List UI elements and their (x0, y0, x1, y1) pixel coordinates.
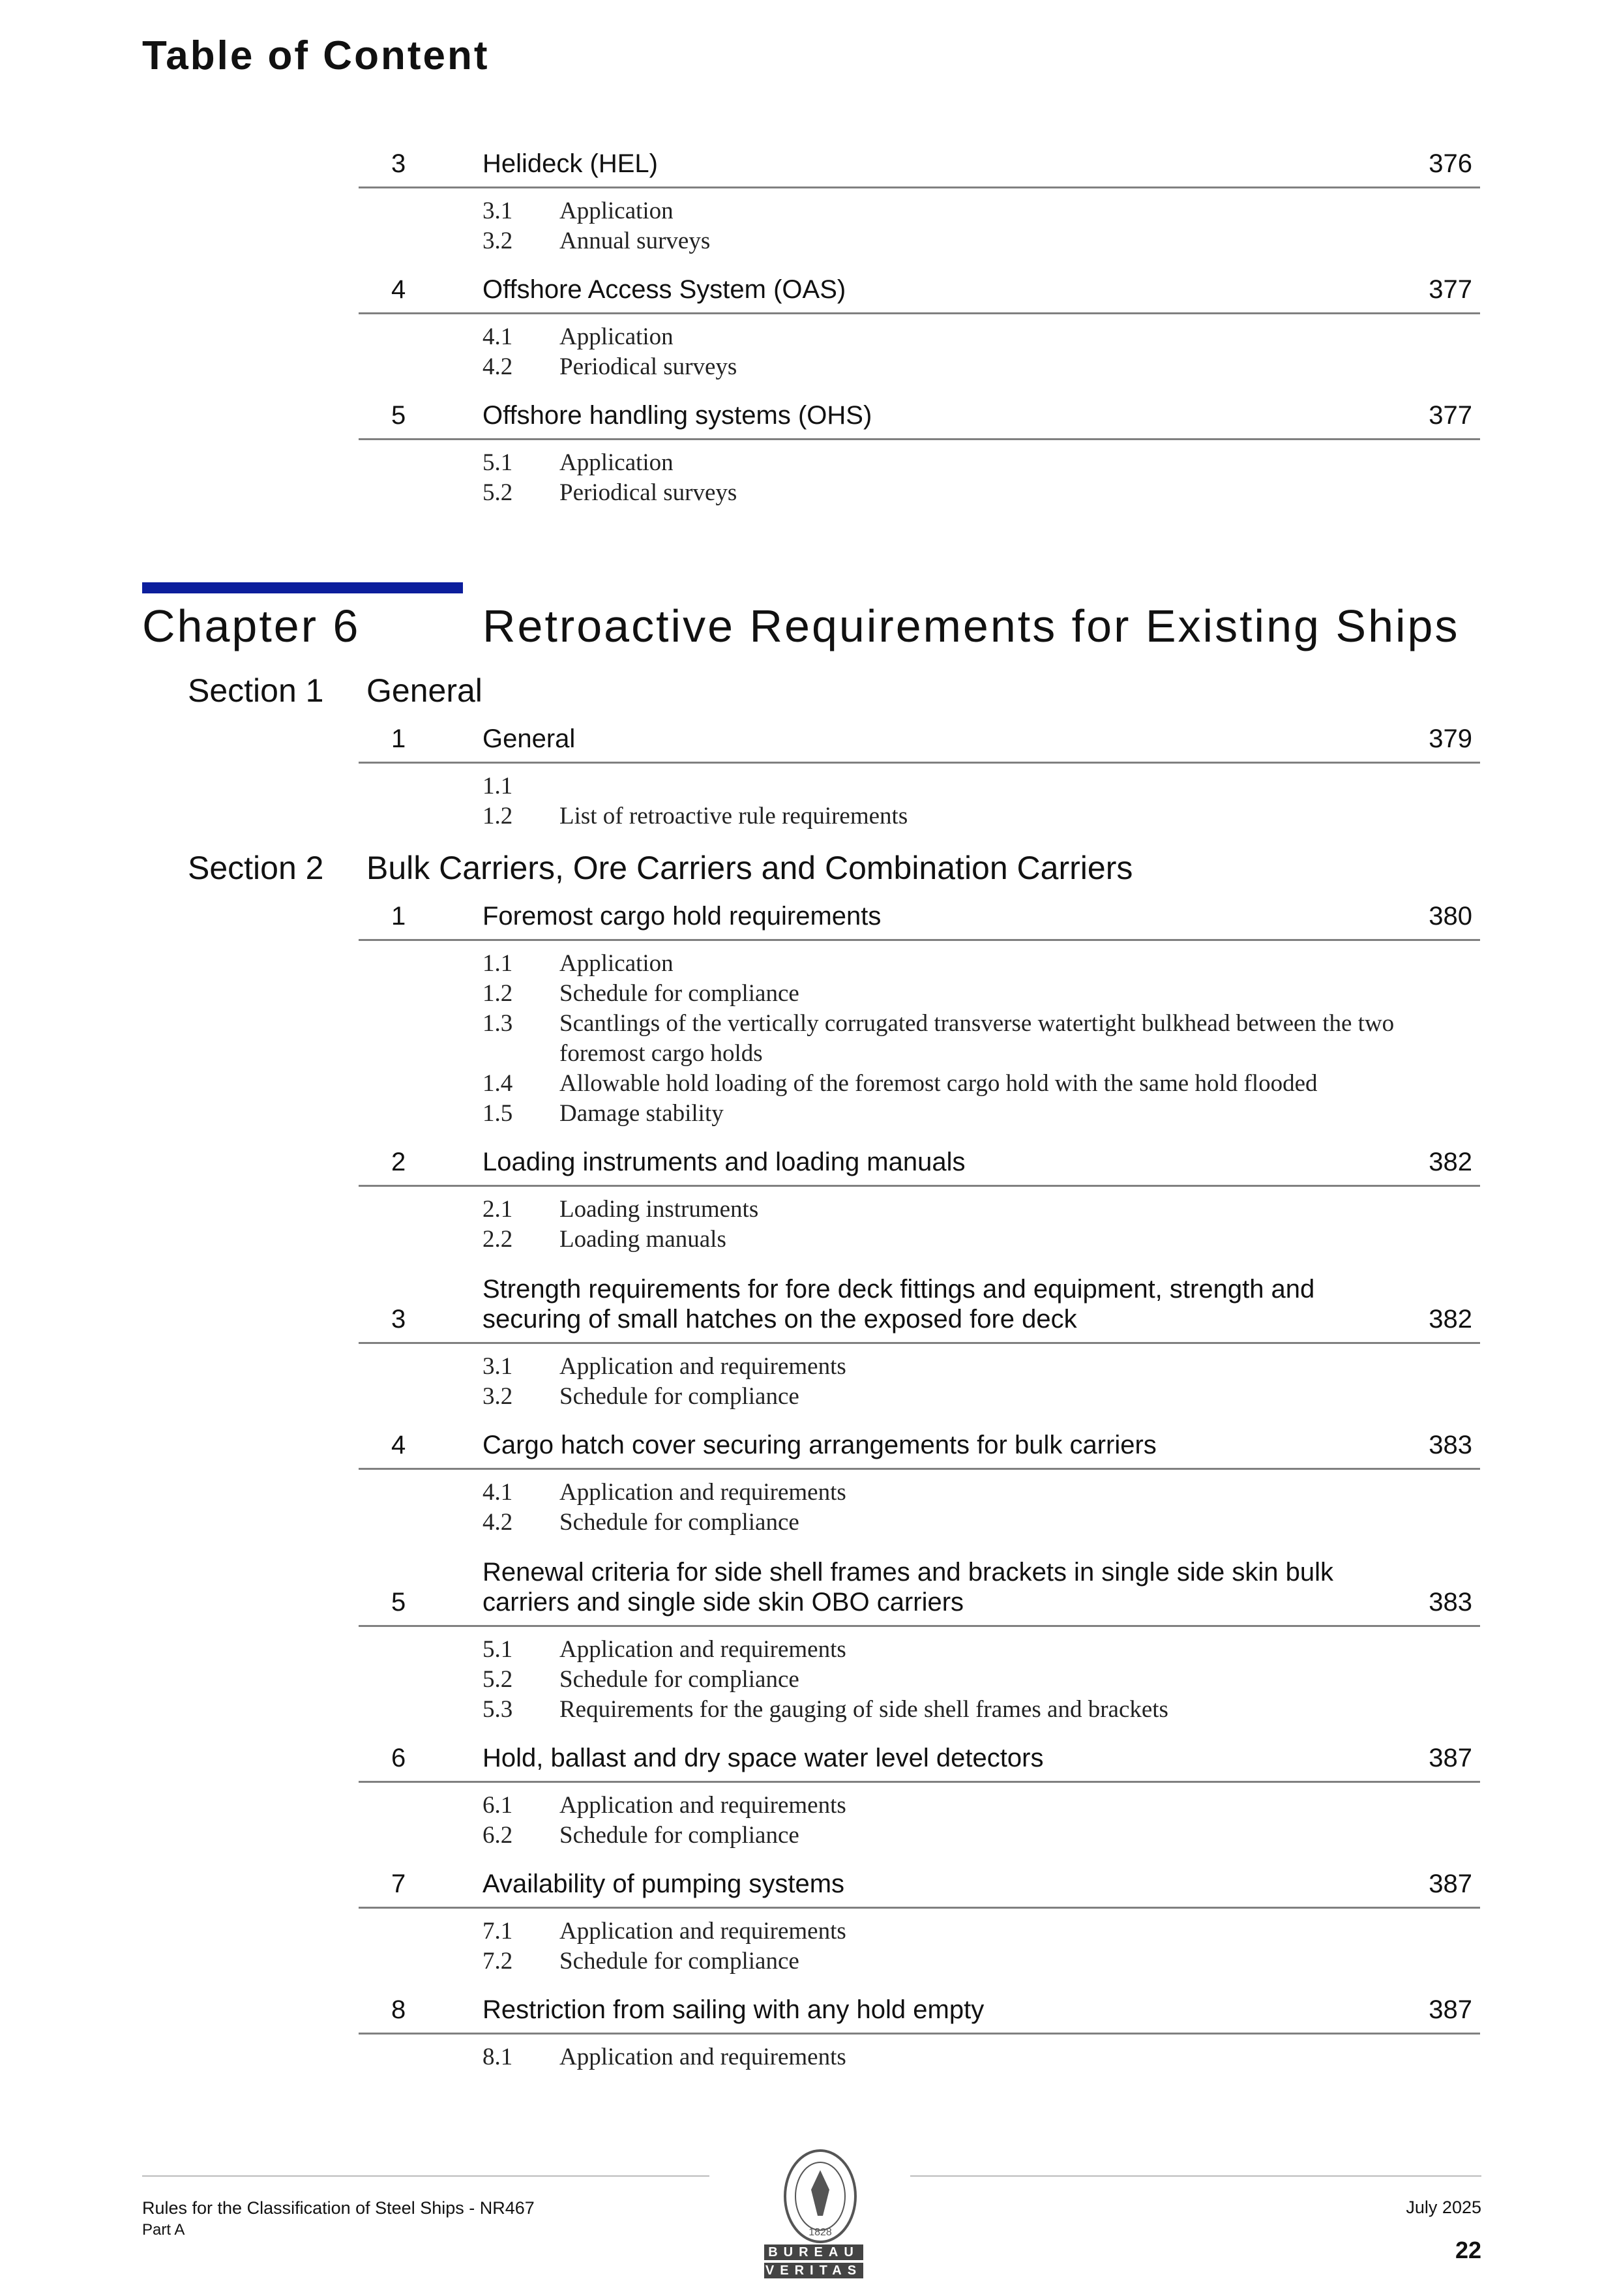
toc-entry-number: 4 (391, 275, 406, 304)
toc-subentry-number: 5.1 (482, 449, 513, 476)
chapter-label: Chapter 6 (142, 601, 361, 651)
toc-subentry[interactable] (359, 478, 1480, 508)
toc-entry-number: 4 (391, 1431, 406, 1459)
toc-subentry-number: 4.2 (482, 1509, 513, 1536)
toc-entry[interactable] (359, 1141, 1480, 1187)
toc-entry[interactable] (359, 1737, 1480, 1783)
toc-subentry-list (359, 1909, 1480, 1976)
toc-subentry-number: 5.3 (482, 1696, 513, 1723)
toc-entry[interactable] (359, 1988, 1480, 2035)
toc-entry-page[interactable]: 377 (1429, 401, 1472, 430)
toc-entry-title[interactable]: Strength requirements for fore deck fittings and equipment, strength and securing of small hatches on the exposed fore deck (482, 1275, 1315, 1334)
toc-subentry-number: 5.1 (482, 1636, 513, 1663)
footer-rule-left (142, 2175, 709, 2177)
toc-subentry[interactable] (359, 196, 1480, 226)
footer-part: Part A (142, 2221, 185, 2239)
toc-entry[interactable] (359, 1549, 1480, 1627)
section-1-title: General (366, 672, 482, 709)
toc-subentry-list (359, 314, 1480, 382)
toc-subentry[interactable] (359, 1009, 1480, 1069)
toc-subentry[interactable] (359, 949, 1480, 979)
toc-entry-number: 3 (391, 1305, 406, 1334)
toc-subentry-list (359, 1783, 1480, 1851)
toc-entry[interactable] (359, 1266, 1480, 1344)
footer-date: July 2025 (1406, 2198, 1481, 2217)
toc-subentry[interactable] (359, 1508, 1480, 1538)
toc-subentry-title[interactable]: Scantlings of the vertically corrugated transverse watertight bulkhead between the two foremost cargo holds (559, 1010, 1395, 1067)
toc-subentry[interactable] (359, 771, 1480, 801)
toc-entry-title[interactable]: Hold, ballast and dry space water level detectors (482, 1744, 1044, 1772)
toc-subentry-number: 1.4 (482, 1070, 513, 1097)
toc-entry-page[interactable]: 382 (1429, 1148, 1472, 1176)
section-2-label: Section 2 (188, 850, 324, 886)
toc-entry[interactable] (359, 1424, 1480, 1470)
toc-entry-title[interactable]: Offshore handling systems (OHS) (482, 401, 872, 430)
toc-subentry-number: 1.2 (482, 803, 513, 829)
toc-subentry-list (359, 764, 1480, 831)
toc-subentry-title[interactable]: Loading instruments (559, 1196, 759, 1223)
toc-subentry[interactable] (359, 1946, 1480, 1976)
toc-entry[interactable] (359, 717, 1480, 764)
toc-subentry-number: 6.1 (482, 1792, 513, 1819)
toc-subentry-title[interactable]: Schedule for compliance (559, 1666, 799, 1693)
toc-subentry-list (359, 1344, 1480, 1412)
toc-entry[interactable] (359, 142, 1480, 188)
logo-wordmark-line-1: BUREAU (764, 2244, 863, 2260)
toc-subentry-title[interactable]: Damage stability (559, 1100, 724, 1127)
section-2-title: Bulk Carriers, Ore Carriers and Combination Carriers (366, 850, 1133, 886)
toc-entry-title[interactable]: Availability of pumping systems (482, 1870, 845, 1898)
chapter-accent-bar (142, 582, 463, 593)
toc-subentry-title[interactable]: Schedule for compliance (559, 1383, 799, 1410)
toc-subentry-number: 7.2 (482, 1948, 513, 1975)
toc-subentry-number: 1.2 (482, 980, 513, 1007)
toc-entry-page[interactable]: 383 (1429, 1588, 1472, 1617)
toc-subentry[interactable] (359, 1225, 1480, 1255)
toc-entry-number: 5 (391, 401, 406, 430)
toc-subentry-title[interactable]: Periodical surveys (559, 353, 737, 380)
toc-entry-page[interactable]: 376 (1429, 149, 1472, 178)
toc-entry-page[interactable]: 377 (1429, 275, 1472, 304)
toc-subentry-list (359, 440, 1480, 508)
toc-subentry-title[interactable]: Application and requirements (559, 1479, 846, 1506)
logo-year: 1828 (808, 2227, 832, 2238)
toc-subentry-title[interactable]: Application and requirements (559, 1792, 846, 1819)
footer-doc-title: Rules for the Classification of Steel Ships - NR467 (142, 2198, 535, 2218)
toc-subentry[interactable] (359, 1665, 1480, 1695)
toc-subentry-number: 1.5 (482, 1100, 513, 1127)
toc-subentry-title[interactable]: List of retroactive rule requirements (559, 803, 908, 829)
toc-entry-title[interactable]: Restriction from sailing with any hold empty (482, 1995, 985, 2024)
toc-subentry[interactable] (359, 1791, 1480, 1821)
toc-subentry-number: 1.1 (482, 773, 513, 799)
toc-subentry-number: 3.1 (482, 198, 513, 224)
toc-subentry[interactable] (359, 1069, 1480, 1099)
toc-subentry-number: 3.2 (482, 228, 513, 254)
toc-subentry-list (359, 1627, 1480, 1725)
toc-subentry-number: 6.2 (482, 1822, 513, 1849)
toc-entry-title[interactable]: Helideck (HEL) (482, 149, 658, 178)
toc-subentry[interactable] (359, 1916, 1480, 1946)
toc-subentry-number: 2.1 (482, 1196, 513, 1223)
toc-entry[interactable] (359, 268, 1480, 314)
toc-subentry-title[interactable]: Annual surveys (559, 228, 711, 254)
toc-subentry-title[interactable]: Schedule for compliance (559, 1509, 799, 1536)
toc-subentry[interactable] (359, 448, 1480, 478)
toc-entry-page[interactable]: 383 (1429, 1431, 1472, 1459)
toc-subentry-number: 8.1 (482, 2044, 513, 2070)
toc-entry-page[interactable]: 387 (1429, 1870, 1472, 1898)
toc-entry-number: 3 (391, 149, 406, 178)
toc-entry-page[interactable]: 387 (1429, 1744, 1472, 1772)
toc-subentry-list (359, 941, 1480, 1129)
toc-subentry[interactable] (359, 322, 1480, 352)
page-number: 22 (1455, 2237, 1481, 2263)
toc-subentry[interactable] (359, 2042, 1480, 2072)
toc-subentry-list (359, 1187, 1480, 1255)
toc-subentry-title[interactable]: Application and requirements (559, 1353, 846, 1380)
toc-subentry-list (359, 2035, 1480, 2072)
toc-entry-number: 6 (391, 1744, 406, 1772)
toc-subentry-number: 1.1 (482, 950, 513, 977)
toc-subentry-number: 5.2 (482, 1666, 513, 1693)
toc-entry-title[interactable]: Offshore Access System (OAS) (482, 275, 846, 304)
toc-entry-number: 8 (391, 1995, 406, 2024)
toc-subentry-number: 7.1 (482, 1918, 513, 1945)
toc-section-1-entries (359, 717, 1480, 843)
toc-subentry-title[interactable]: Schedule for compliance (559, 1948, 799, 1975)
toc-subentry-number: 4.1 (482, 1479, 513, 1506)
toc-entry[interactable] (359, 1862, 1480, 1909)
bureau-veritas-logo-icon (777, 2144, 863, 2248)
toc-subentry-title[interactable]: Application (559, 198, 674, 224)
toc-entry-number: 2 (391, 1148, 406, 1176)
toc-subentry[interactable] (359, 1352, 1480, 1382)
logo-wordmark-line-2: VERITAS (765, 2263, 863, 2278)
toc-entry[interactable] (359, 394, 1480, 440)
toc-subentry-title[interactable]: Requirements for the gauging of side shell frames and brackets (559, 1696, 1168, 1723)
footer-document-info (142, 2198, 535, 2241)
toc-subentry[interactable] (359, 1695, 1480, 1725)
toc-subentry-title[interactable]: Application (559, 950, 674, 977)
toc-subentry[interactable] (359, 352, 1480, 382)
toc-entry-title[interactable]: General (482, 724, 576, 753)
toc-entry-title[interactable]: Loading instruments and loading manuals (482, 1148, 966, 1176)
toc-entry-page[interactable]: 380 (1429, 902, 1472, 931)
toc-subentry[interactable] (359, 1195, 1480, 1225)
footer-rule-right (910, 2175, 1481, 2177)
toc-top-entries (359, 142, 1480, 520)
toc-subentry-number: 3.2 (482, 1383, 513, 1410)
toc-subentry-number: 2.2 (482, 1226, 513, 1253)
toc-subentry-number: 3.1 (482, 1353, 513, 1380)
toc-entry-number: 1 (391, 724, 406, 753)
toc-entry[interactable] (359, 895, 1480, 941)
toc-subentry-title[interactable]: Periodical surveys (559, 479, 737, 506)
toc-entry-title[interactable]: Renewal criteria for side shell frames and brackets in single side skin bulk carriers and single side skin OBO carriers (482, 1558, 1334, 1617)
toc-subentry-list (359, 1470, 1480, 1538)
toc-subentry[interactable] (359, 1099, 1480, 1129)
toc-subentry-title[interactable]: Application and requirements (559, 1636, 846, 1663)
toc-subentry-number: 5.2 (482, 479, 513, 506)
toc-entry-number: 5 (391, 1588, 406, 1617)
toc-subentry-title[interactable]: Application and requirements (559, 1918, 846, 1945)
toc-subentry-title[interactable]: Application and requirements (559, 2044, 846, 2070)
toc-subentry-number: 1.3 (482, 1010, 513, 1037)
toc-subentry[interactable] (359, 1382, 1480, 1412)
toc-subentry[interactable] (359, 801, 1480, 831)
toc-subentry[interactable] (359, 226, 1480, 256)
toc-subentry-title[interactable]: Allowable hold loading of the foremost cargo hold with the same hold flooded (559, 1070, 1318, 1097)
toc-subentry[interactable] (359, 979, 1480, 1009)
toc-subentry-title[interactable]: Schedule for compliance (559, 980, 799, 1007)
page-title: Table of Content (142, 33, 490, 78)
toc-entry-page[interactable]: 387 (1429, 1995, 1472, 2024)
toc-subentry-title[interactable]: Schedule for compliance (559, 1822, 799, 1849)
toc-subentry-title[interactable]: Application (559, 449, 674, 476)
toc-entry-title[interactable]: Cargo hatch cover securing arrangements for bulk carriers (482, 1431, 1157, 1459)
toc-entry-page[interactable]: 382 (1429, 1305, 1472, 1334)
toc-entry-page[interactable]: 379 (1429, 724, 1472, 753)
chapter-title: Retroactive Requirements for Existing Ships (482, 601, 1460, 651)
toc-subentry-title[interactable]: Application (559, 323, 674, 350)
toc-subentry[interactable] (359, 1821, 1480, 1851)
toc-entry-number: 7 (391, 1870, 406, 1898)
toc-entry-title[interactable]: Foremost cargo hold requirements (482, 902, 882, 931)
toc-subentry[interactable] (359, 1478, 1480, 1508)
toc-subentry-number: 4.1 (482, 323, 513, 350)
section-1-label: Section 1 (188, 672, 324, 709)
toc-section-2-entries (359, 895, 1480, 2084)
toc-subentry[interactable] (359, 1635, 1480, 1665)
toc-entry-number: 1 (391, 902, 406, 931)
toc-subentry-list (359, 188, 1480, 256)
toc-subentry-number: 4.2 (482, 353, 513, 380)
toc-subentry-title[interactable]: Loading manuals (559, 1226, 726, 1253)
